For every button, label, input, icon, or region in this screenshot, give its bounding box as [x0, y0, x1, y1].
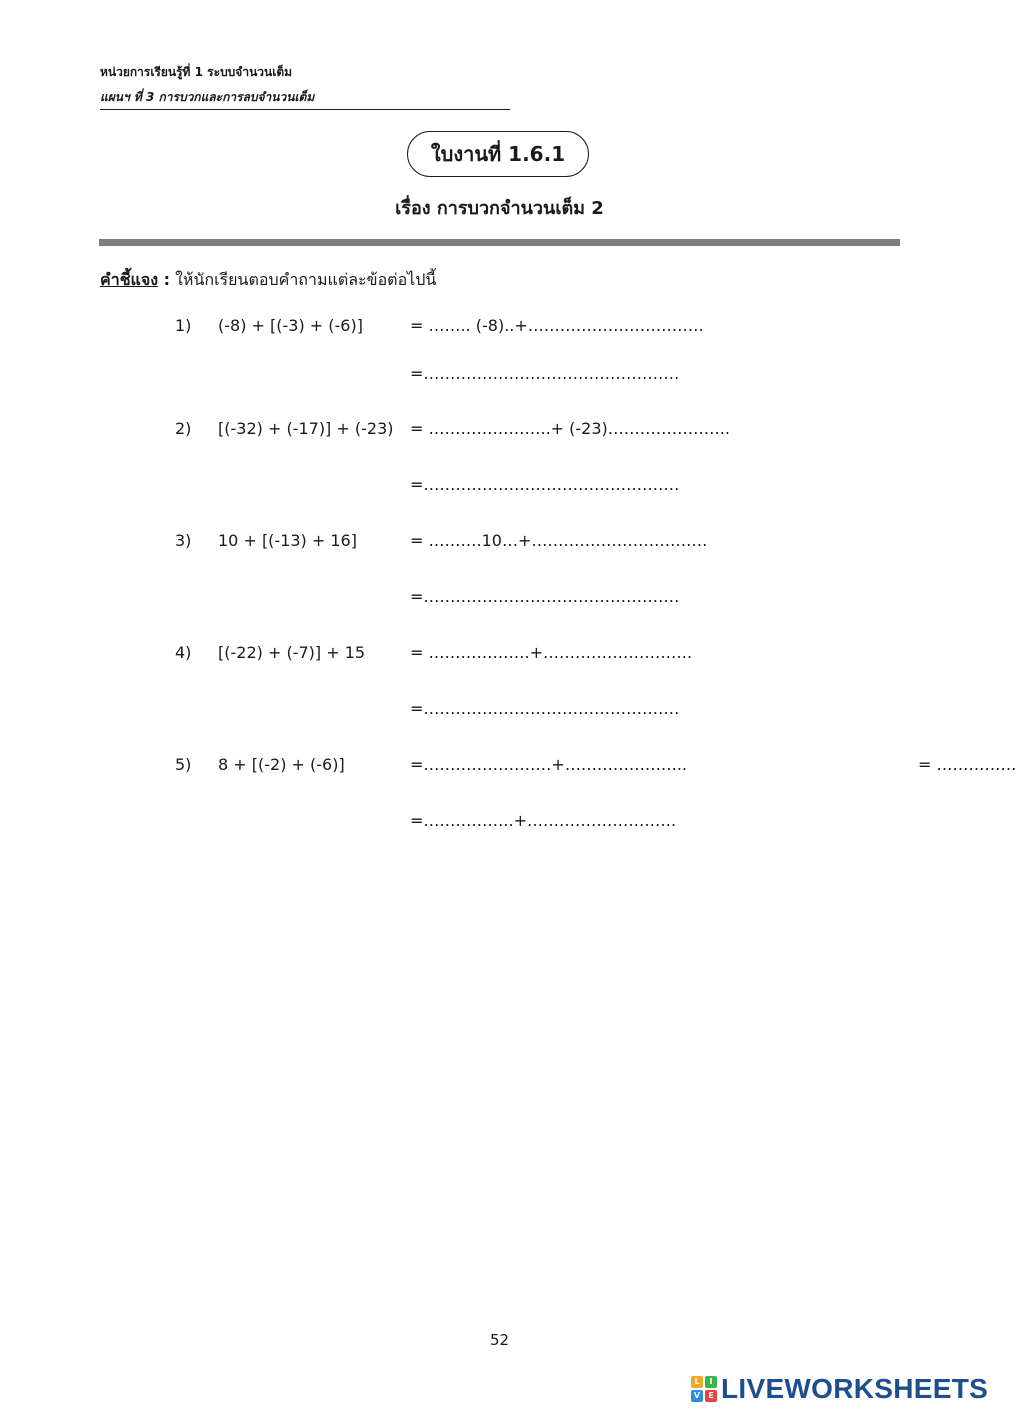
worksheet-title: ใบงานที่ 1.6.1 [430, 142, 566, 166]
answer-line-1[interactable]: = ……….10…+…………………………… [410, 531, 708, 550]
instruction-label: คำชี้แจง [100, 270, 159, 289]
answer-line-1[interactable]: = ……………….+………………………. [410, 643, 693, 662]
instruction-text: ให้นักเรียนตอบคำถามแต่ละข้อต่อไปนี้ [170, 270, 437, 289]
question-expression: (-8) + [(-3) + (-6)] [218, 316, 363, 335]
page-number: 52 [489, 1331, 510, 1349]
plan-heading: แผนฯ ที่ 3 การบวกและการลบจำนวนเต็ม [100, 90, 315, 104]
unit-heading: หน่วยการเรียนรู้ที่ 1 ระบบจำนวนเต็ม [100, 65, 293, 79]
answer-line-2[interactable]: =………………………………………… [410, 475, 680, 494]
question-number: 1) [175, 316, 192, 335]
question-number: 5) [175, 755, 192, 774]
question-number: 2) [175, 419, 192, 438]
answer-line-2[interactable]: =………………………………………… [410, 699, 680, 718]
section-divider [99, 239, 900, 246]
question-expression: [(-32) + (-17)] + (-23) [218, 419, 394, 438]
question-expression: [(-22) + (-7)] + 15 [218, 643, 366, 662]
logo-block-e: E [705, 1390, 717, 1402]
logo-block-v: V [691, 1390, 703, 1402]
answer-line-1[interactable]: =……………………+………………….. [410, 755, 687, 774]
question-expression: 10 + [(-13) + 16] [218, 531, 357, 550]
question-number: 3) [175, 531, 192, 550]
instruction-colon: : [158, 270, 171, 289]
logo-block-l: L [691, 1376, 703, 1388]
logo-block-i: I [705, 1376, 717, 1388]
question-expression: 8 + [(-2) + (-6)] [218, 755, 345, 774]
worksheet-title-box [407, 131, 589, 177]
worksheet-subject: เรื่อง การบวกจำนวนเต็ม 2 [395, 198, 604, 219]
question-number: 4) [175, 643, 192, 662]
answer-line-2[interactable]: =……………..+………………………. [410, 811, 677, 830]
logo-blocks-icon [691, 1376, 717, 1402]
instruction [100, 268, 436, 293]
answer-line-1[interactable]: = …………………..+ (-23)………………….. [410, 419, 730, 438]
liveworksheets-logo [691, 1374, 988, 1404]
answer-line-1[interactable]: = …….. (-8)..+…………………………… [410, 316, 704, 335]
answer-line-2[interactable]: =………………………………………… [410, 364, 680, 383]
answer-line-2[interactable]: =………………………………………… [410, 587, 680, 606]
logo-text: LIVEWORKSHEETS [721, 1373, 989, 1404]
extra-answer-field[interactable]: = …………… [918, 755, 1017, 774]
header-divider [100, 109, 510, 110]
